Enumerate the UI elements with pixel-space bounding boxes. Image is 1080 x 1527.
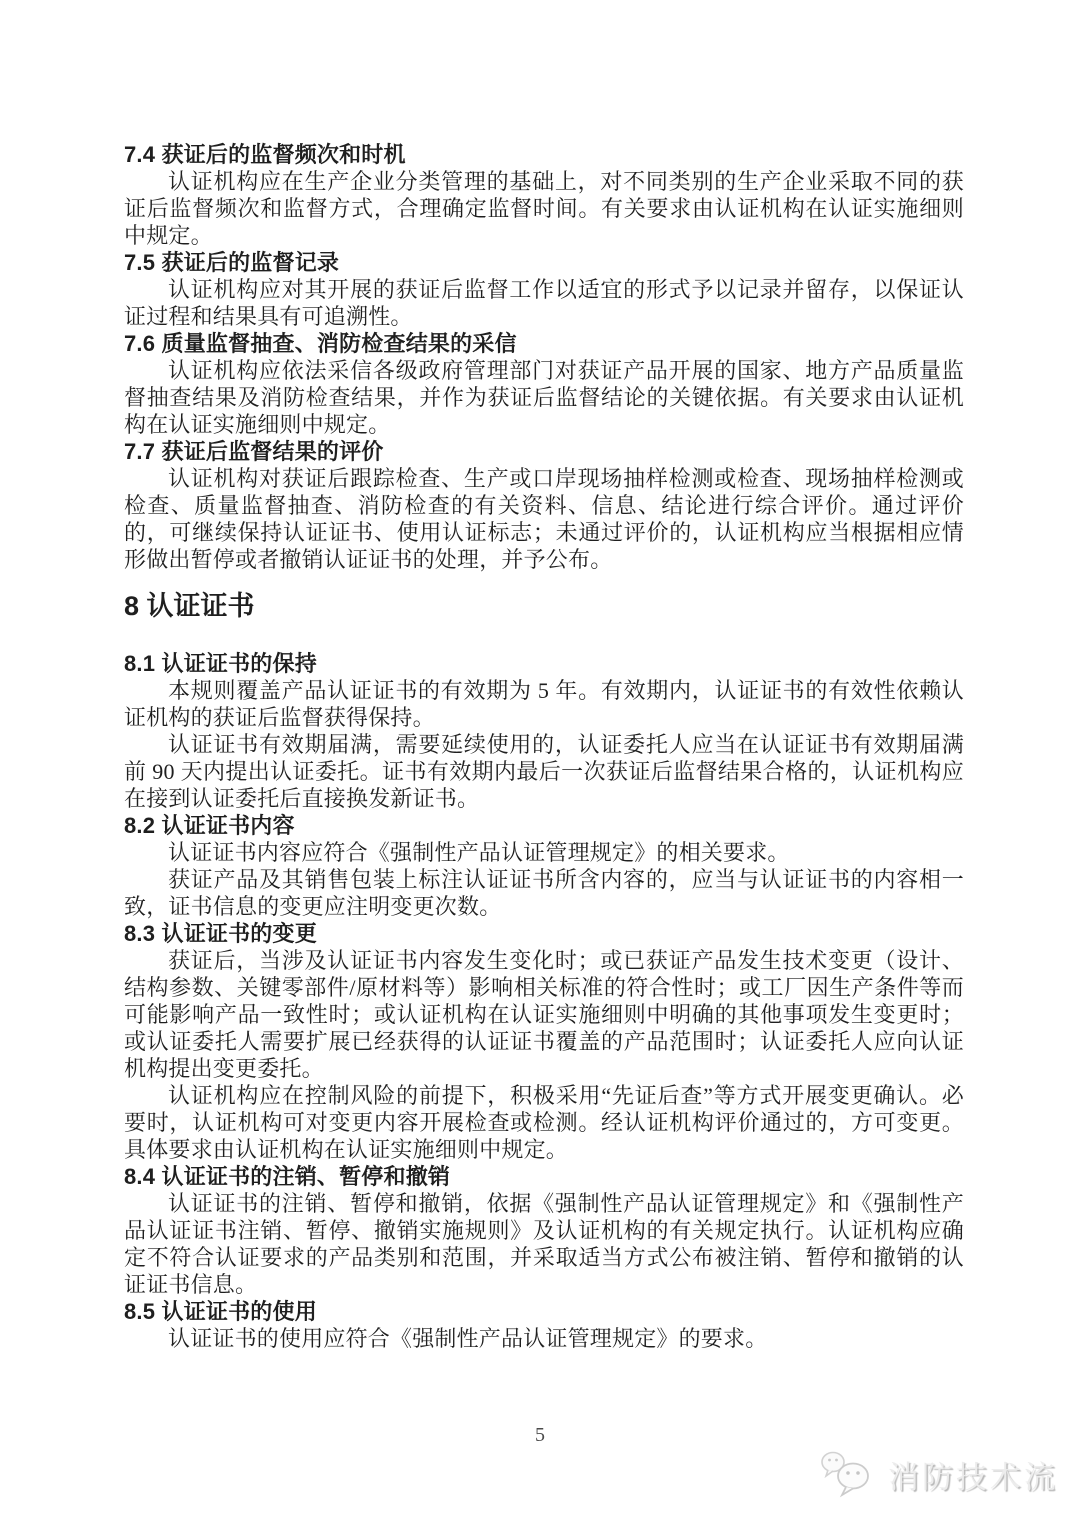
watermark-text: 消防技术流 [888, 1459, 1058, 1495]
section-heading: 8.4 认证证书的注销、暂停和撤销 [124, 1164, 451, 1189]
wechat-chat-bubbles-icon [820, 1448, 878, 1500]
paragraph: 认证证书内容应符合《强制性产品认证管理规定》的相关要求。 [168, 840, 790, 865]
section-heading: 7.5 获证后的监督记录 [124, 250, 340, 275]
watermark [820, 1448, 1058, 1500]
paragraph: 获证后，当涉及认证证书内容发生变化时；或已获证产品发生技术变更（设计、结构参数、关键零部件/原材料等）影响相关标准的符合性时；或工厂因生产条件等而可能影响产品一致性时；或认证机构在认证实施细则中明确的其他事项发生变更时；或认证委托人需要扩展已经获得的认证证书覆盖的产品范围时；认证委托人应向认证机构提出变更委托。 [124, 948, 964, 1081]
paragraph: 认证机构应在生产企业分类管理的基础上，对不同类别的生产企业采取不同的获证后监督频次和监督方式，合理确定监督时间。有关要求由认证机构在认证实施细则中规定。 [124, 169, 964, 248]
paragraph: 认证机构应对其开展的获证后监督工作以适宜的形式予以记录并留存，以保证认证过程和结果具有可追溯性。 [124, 277, 964, 329]
section-heading: 8.5 认证证书的使用 [124, 1299, 317, 1324]
section-heading: 7.7 获证后监督结果的评价 [124, 439, 384, 464]
paragraph: 获证产品及其销售包装上标注认证证书所含内容的，应当与认证证书的内容相一致，证书信息的变更应注明变更次数。 [124, 867, 964, 919]
paragraph: 认证证书的注销、暂停和撤销，依据《强制性产品认证管理规定》和《强制性产品认证证书注销、暂停、撤销实施规则》及认证机构的有关规定执行。认证机构应确定不符合认证要求的产品类别和范围，并采取适当方式公布被注销、暂停和撤销的认证证书信息。 [124, 1191, 964, 1297]
section-heading: 7.6 质量监督抽查、消防检查结果的采信 [124, 331, 517, 356]
paragraph: 认证机构应依法采信各级政府管理部门对获证产品开展的国家、地方产品质量监督抽查结果及消防检查结果，并作为获证后监督结论的关键依据。有关要求由认证机构在认证实施细则中规定。 [124, 358, 964, 437]
section-heading: 8.2 认证证书内容 [124, 813, 295, 838]
paragraph: 认证证书有效期届满，需要延续使用的，认证委托人应当在认证证书有效期届满前 90 天内提出认证委托。证书有效期内最后一次获证后监督结果合格的，认证机构应在接到认证委托后直接换发新证书。 [124, 732, 964, 811]
paragraph: 认证机构对获证后跟踪检查、生产或口岸现场抽样检测或检查、现场抽样检测或检查、质量监督抽查、消防检查的有关资料、信息、结论进行综合评价。通过评价的，可继续保持认证证书、使用认证标志；未通过评价的，认证机构应当根据相应情形做出暂停或者撤销认证证书的处理，并予公布。 [124, 466, 964, 572]
paragraph: 认证机构应在控制风险的前提下，积极采用“先证后查”等方式开展变更确认。必要时，认证机构可对变更内容开展检查或检测。经认证机构评价通过的，方可变更。具体要求由认证机构在认证实施细则中规定。 [124, 1083, 964, 1162]
paragraph: 本规则覆盖产品认证证书的有效期为 5 年。有效期内，认证证书的有效性依赖认证机构的获证后监督获得保持。 [124, 678, 964, 730]
page-number: 5 [535, 1424, 545, 1446]
section-heading: 8.1 认证证书的保持 [124, 651, 317, 676]
section-heading: 7.4 获证后的监督频次和时机 [124, 142, 406, 167]
section-heading: 8.3 认证证书的变更 [124, 921, 317, 946]
paragraph: 认证证书的使用应符合《强制性产品认证管理规定》的要求。 [168, 1326, 768, 1351]
document-body [124, 141, 964, 1352]
section-heading: 8 认证证书 [124, 591, 255, 621]
